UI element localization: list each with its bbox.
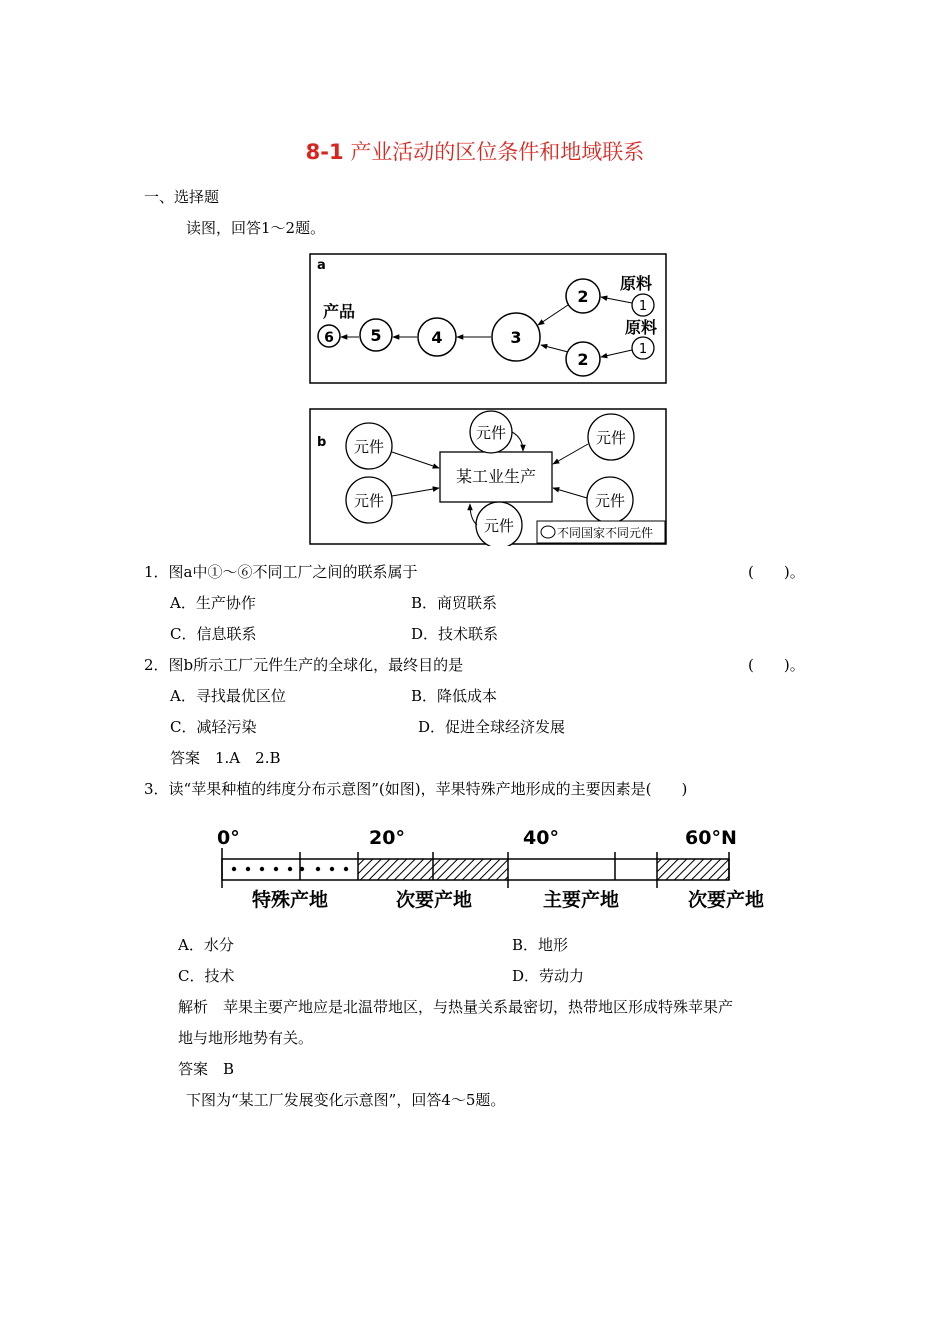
arrow-component-6 [553,488,587,498]
node-2-bottom-label: 2 [577,350,589,369]
tick-20: 20° [369,827,405,849]
tick-0: 0° [217,827,240,849]
q2-option-d: D．促进全球经济发展 [418,718,566,736]
q3-option-d: D．劳动力 [512,967,585,985]
arrow-1-2-top [601,297,632,303]
node-5-label: 5 [370,326,382,345]
component-top-center-label: 元件 [475,424,507,442]
q3-option-a: A．水分 [178,936,234,954]
arrow-1-2-bottom [601,350,632,357]
intro-q4-5: 下图为“某工厂发展变化示意图”，回答4～5题。 [186,1091,506,1109]
node-3-label: 3 [510,328,522,347]
answer-q3: 答案 B [178,1060,235,1078]
zone-secondary-north-bar [657,859,729,880]
q3-stem: 3．读“苹果种植的纬度分布示意图”(如图)，苹果特殊产地形成的主要因素是( ) [144,780,688,798]
zone-main-label: 主要产地 [542,889,620,911]
latitude-figure [214,822,774,914]
q1-stem: 1．图a中①～⑥不同工厂之间的联系属于 [144,563,418,581]
node-1-bottom-label: 1 [638,342,648,357]
tick-40: 40° [523,827,559,849]
analysis-text-1: 苹果主要产地应是北温带地区，与热量关系最密切，热带地区形成特殊苹果产 [223,998,734,1016]
component-top-left-label: 元件 [353,438,385,456]
arrow-2-3-bottom [541,345,568,352]
zone-special-label: 特殊产地 [251,889,329,911]
figure-b-label: b [317,435,327,450]
arrow-2-3-top [538,305,568,325]
zone-secondary-south-label: 次要产地 [395,889,473,911]
figure-b [309,408,667,546]
q1-option-b: B．商贸联系 [411,594,498,612]
legend-text: 不同国家不同元件 [557,526,654,540]
center-factory-label: 某工业生产 [455,467,537,486]
arrow-component-5 [553,444,588,464]
section-heading: 一、选择题 [144,188,220,206]
special-zone-dots [232,867,348,871]
answer-q1-2: 答案 1.A 2.B [170,749,281,767]
figure-a-label: a [317,258,326,273]
product-label: 产品 [323,302,356,321]
q1-option-c: C．信息联系 [170,625,257,643]
node-6-label: 6 [324,330,334,346]
analysis-line2: 地与地形地势有关。 [178,1029,314,1047]
component-top-right-label: 元件 [595,429,627,447]
node-1-top-label: 1 [638,299,648,314]
q3-option-b: B．地形 [512,936,569,954]
q2-option-a: A．寻找最优区位 [170,687,286,705]
figure-a-frame [310,254,666,383]
arrow-component-2 [392,488,439,496]
q1-bracket: ( )。 [748,563,805,581]
raw-material-label-bottom: 原料 [625,318,658,337]
q2-stem: 2．图b所示工厂元件生产的全球化，最终目的是 [144,656,464,674]
q1-option-d: D．技术联系 [411,625,499,643]
title-text: 产业活动的区位条件和地域联系 [350,140,645,164]
q2-bracket: ( )。 [748,656,805,674]
q3-option-c: C．技术 [178,967,235,985]
component-bottom-right-label: 元件 [594,492,626,510]
component-bottom-center-label: 元件 [483,517,515,535]
q1-option-a: A．生产协作 [170,594,256,612]
analysis-label: 解析 [178,998,209,1016]
page-title [0,136,950,166]
title-number: 8-1 [305,140,344,164]
intro-q1-2: 读图，回答1～2题。 [186,219,326,237]
zone-main-bar [508,859,657,880]
tick-60: 60°N [685,827,737,849]
q2-option-c: C．减轻污染 [170,718,257,736]
arrow-component-3 [512,432,523,451]
component-bottom-left-label: 元件 [353,492,385,510]
raw-material-label-top: 原料 [620,274,653,293]
figure-a [309,253,667,385]
zone-secondary-north-label: 次要产地 [687,889,765,911]
q2-option-b: B．降低成本 [411,687,498,705]
arrow-component-1 [392,452,439,468]
node-4-label: 4 [431,328,443,347]
analysis-line1 [178,996,733,1017]
node-2-top-label: 2 [577,287,589,306]
